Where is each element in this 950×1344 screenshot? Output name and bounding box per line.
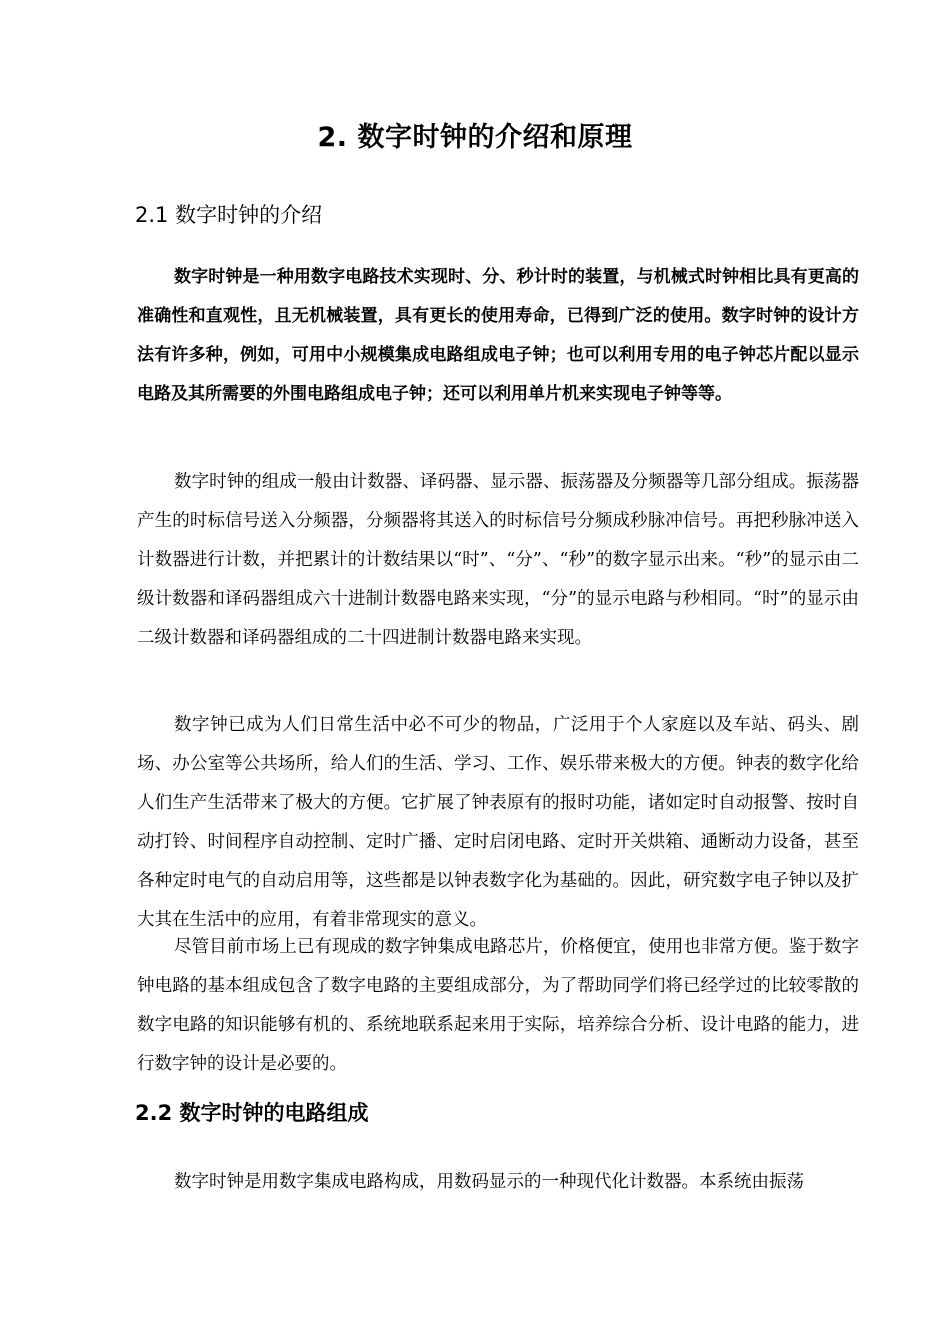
paragraph-intro-bold: 数字时钟是一种用数字电路技术实现时、分、秒计时的装置，与机械式时钟相比具有更高的准确性和直观性，且无机械装置，具有更长的使用寿命，已得到广泛的使用。数字时钟的设计方法有许多种，例如，可用中小规模集成电路组成电子钟；也可以利用专用的电子钟芯片配以显示电路及其所需要的外围电路组成电子钟；还可以利用单片机来实现电子钟等等。 — [137, 267, 859, 404]
paragraph-design-purpose: 尽管目前市场上已有现成的数字钟集成电路芯片，价格便宜，使用也非常方便。鉴于数字钟电路的基本组成包含了数字电路的主要组成部分，为了帮助同学们将已经学过的比较零散的数字电路的知识能够有机的、系统地联系起来用于实际，培养综合分析、设计电路的能力，进行数字钟的设计是必要的。 — [137, 937, 859, 1074]
paragraph-applications: 数字钟已成为人们日常生活中必不可少的物品，广泛用于个人家庭以及车站、码头、剧场、办公室等公共场所，给人们的生活、学习、工作、娱乐带来极大的方便。钟表的数字化给人们生产生活带来了极大的方便。它扩展了钟表原有的报时功能，诸如定时自动报警、按时自动打铃、时间程序自动控制、定时广播、定时启闭电路、定时开关烘箱、通断动力设备，甚至各种定时电气的自动启用等，这些都是以钟表数字化为基础的。因此，研究数字电子钟以及扩大其在生活中的应用，有着非常现实的意义。 — [137, 715, 859, 930]
paragraph-circuit-composition: 数字时钟是用数字集成电路构成，用数码显示的一种现代化计数器。本系统由振荡 — [174, 1172, 804, 1192]
paragraph-composition: 数字时钟的组成一般由计数器、译码器、显示器、振荡器及分频器等几部分组成。振荡器产生的时标信号送入分频器，分频器将其送入的时标信号分频成秒脉冲信号。再把秒脉冲送入计数器进行计数，并把累计的计数结果以“时”、“分”、“秒”的数字显示出来。“秒”的显示由二级计数器和译码器组成六十进制计数器电路来实现，“分”的显示电路与秒相同。“时”的显示由二级计数器和译码器组成的二十四进制计数器电路来实现。 — [137, 472, 859, 648]
chapter-title: 2. 数字时钟的介绍和原理 — [317, 122, 633, 153]
section-heading-2-1: 2.1 数字时钟的介绍 — [135, 203, 323, 227]
section-heading-2-2: 2.2 数字时钟的电路组成 — [135, 1101, 369, 1125]
